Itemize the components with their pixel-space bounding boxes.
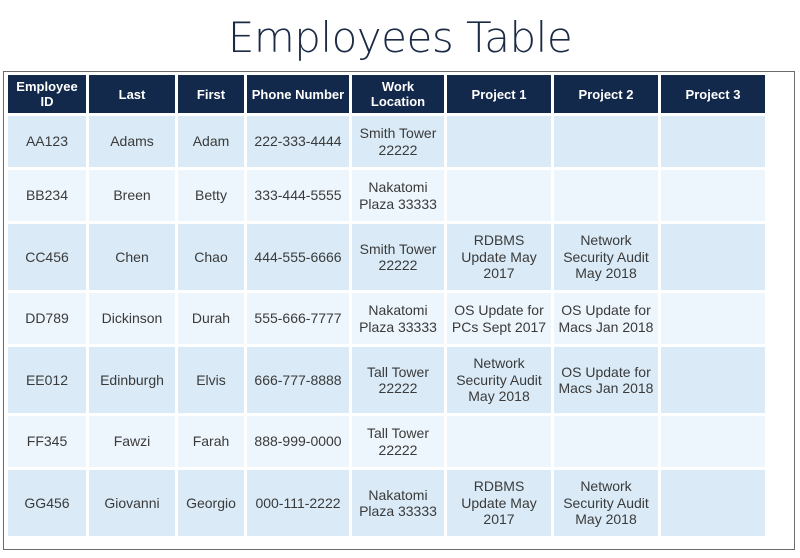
cell-location: Nakatomi Plaza 33333 [352, 170, 444, 221]
cell-last: Adams [89, 116, 175, 167]
cell-project-2: Network Security Audit May 2018 [554, 224, 658, 290]
cell-employee-id: DD789 [8, 293, 86, 344]
table-row [8, 347, 765, 413]
table-row [8, 224, 765, 290]
cell-phone: 666-777-8888 [247, 347, 349, 413]
cell-first: Durah [178, 293, 244, 344]
header-last: Last [89, 75, 175, 113]
header-project-2: Project 2 [554, 75, 658, 113]
cell-project-2 [554, 116, 658, 167]
cell-last: Dickinson [89, 293, 175, 344]
cell-location: Tall Tower 22222 [352, 347, 444, 413]
cell-project-2: OS Update for Macs Jan 2018 [554, 293, 658, 344]
cell-location: Smith Tower 22222 [352, 224, 444, 290]
cell-project-2: OS Update for Macs Jan 2018 [554, 347, 658, 413]
cell-last: Fawzi [89, 416, 175, 467]
cell-phone: 888-999-0000 [247, 416, 349, 467]
table-row [8, 293, 765, 344]
cell-first: Betty [178, 170, 244, 221]
employees-table-frame [3, 71, 795, 550]
cell-project-2: Network Security Audit May 2018 [554, 470, 658, 536]
cell-employee-id: CC456 [8, 224, 86, 290]
cell-employee-id: BB234 [8, 170, 86, 221]
cell-phone: 444-555-6666 [247, 224, 349, 290]
page-title: Employees Table [227, 13, 573, 62]
cell-project-1: Network Security Audit May 2018 [447, 347, 551, 413]
cell-project-3 [661, 224, 765, 290]
cell-phone: 333-444-5555 [247, 170, 349, 221]
table-row [8, 470, 765, 536]
header-row [8, 75, 765, 113]
cell-employee-id: EE012 [8, 347, 86, 413]
cell-first: Elvis [178, 347, 244, 413]
header-phone-number: Phone Number [247, 75, 349, 113]
employees-table [5, 72, 768, 539]
cell-employee-id: FF345 [8, 416, 86, 467]
cell-employee-id: GG456 [8, 470, 86, 536]
cell-location: Tall Tower 22222 [352, 416, 444, 467]
cell-employee-id: AA123 [8, 116, 86, 167]
cell-project-1 [447, 170, 551, 221]
cell-project-1 [447, 416, 551, 467]
cell-project-2 [554, 170, 658, 221]
table-row [8, 416, 765, 467]
cell-phone: 222-333-4444 [247, 116, 349, 167]
cell-project-2 [554, 416, 658, 467]
header-project-3: Project 3 [661, 75, 765, 113]
cell-last: Chen [89, 224, 175, 290]
cell-project-3 [661, 347, 765, 413]
cell-location: Nakatomi Plaza 33333 [352, 293, 444, 344]
cell-project-3 [661, 116, 765, 167]
cell-last: Edinburgh [89, 347, 175, 413]
cell-project-1: RDBMS Update May 2017 [447, 470, 551, 536]
table-row [8, 116, 765, 167]
header-work-location: Work Location [352, 75, 444, 113]
cell-last: Breen [89, 170, 175, 221]
cell-project-3 [661, 470, 765, 536]
cell-last: Giovanni [89, 470, 175, 536]
cell-location: Smith Tower 22222 [352, 116, 444, 167]
cell-project-1: OS Update for PCs Sept 2017 [447, 293, 551, 344]
header-employee-id: Employee ID [8, 75, 86, 113]
cell-project-3 [661, 170, 765, 221]
cell-project-3 [661, 416, 765, 467]
table-row [8, 170, 765, 221]
header-first: First [178, 75, 244, 113]
cell-location: Nakatomi Plaza 33333 [352, 470, 444, 536]
cell-phone: 555-666-7777 [247, 293, 349, 344]
cell-first: Chao [178, 224, 244, 290]
cell-project-1 [447, 116, 551, 167]
cell-first: Adam [178, 116, 244, 167]
header-project-1: Project 1 [447, 75, 551, 113]
cell-project-1: RDBMS Update May 2017 [447, 224, 551, 290]
cell-first: Georgio [178, 470, 244, 536]
cell-project-3 [661, 293, 765, 344]
cell-phone: 000-111-2222 [247, 470, 349, 536]
cell-first: Farah [178, 416, 244, 467]
